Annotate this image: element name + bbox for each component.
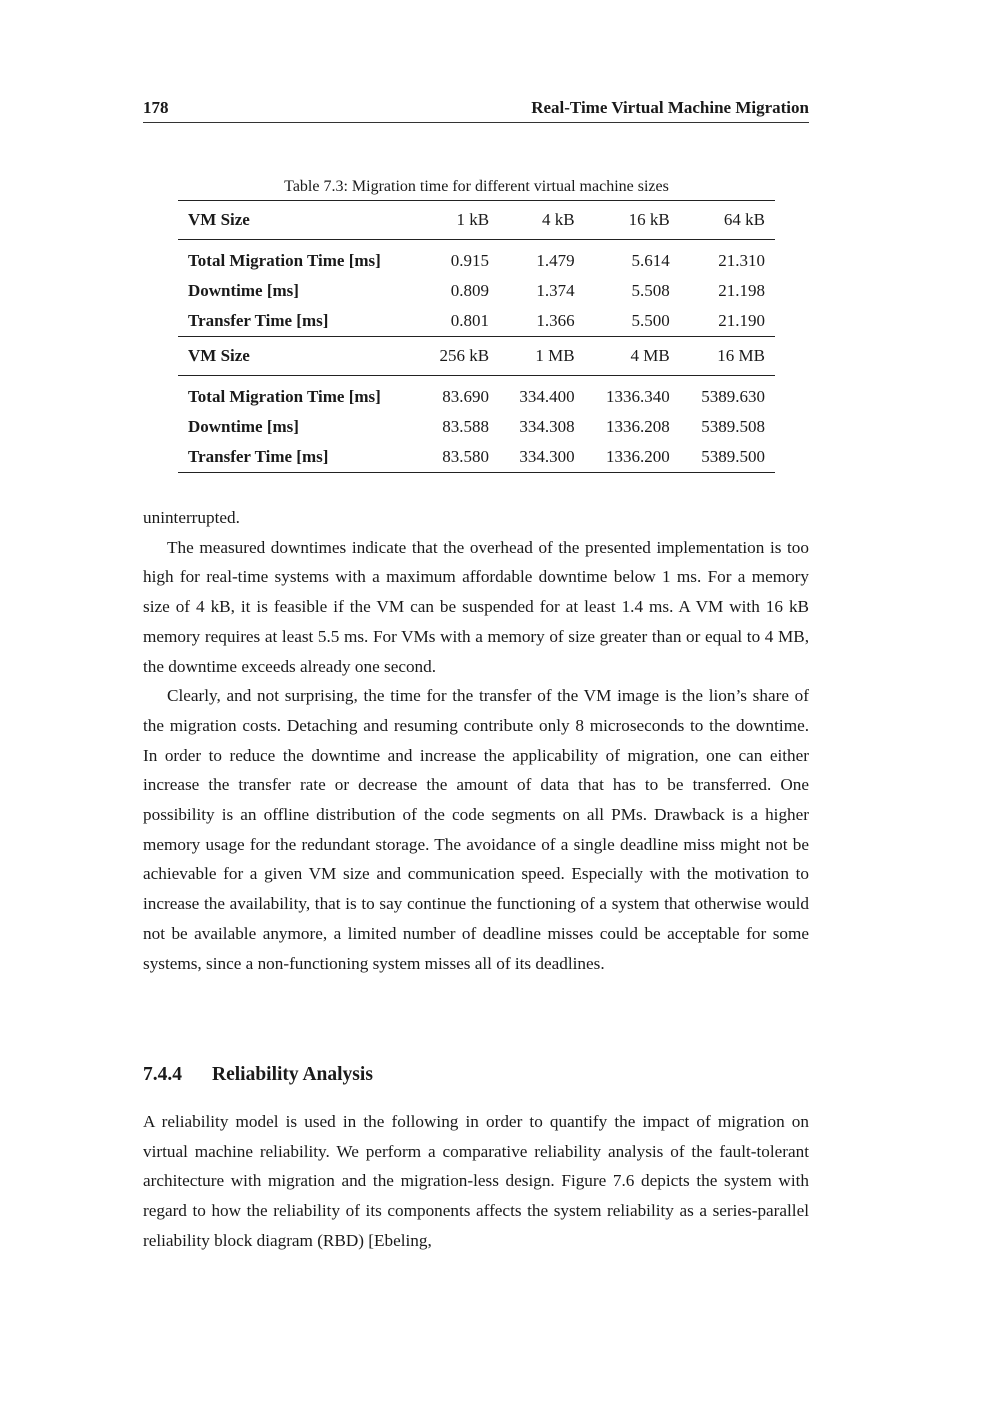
table-cell: 5389.630 [701,387,765,406]
paragraph: The measured downtimes indicate that the overhead of the presented implementation is too high for real-time systems with a maximum affordable downtime below 1 ms. For a memory size of 4 kB, it is feasible if the VM can be suspended for at least 1.4 ms. A VM with 16 kB memory requires at least 5.5 ms. For VMs with a memory of size greater than or equal to 4 MB, the downtime exceeds already one second. [143,537,809,676]
row-label: Total Migration Time [ms] [188,251,381,270]
paragraph: Clearly, and not surprising, the time for the transfer of the VM image is the lion’s share of the migration costs. Detaching and resuming contribute only 8 microseconds to the downtime. In order to reduce the downtime and increase the applicability of migration, one can either increase the transfer rate or decrease the amount of data that has to be transferred. One possibility is an offline distribution of the code segments on all PMs. Drawback is a higher memory usage for the redundant storage. The avoidance of a single deadline miss might not be achievable for a given VM size and communication speed. Especially with the motivation to increase the availability, that is to say continue the functioning of a system that otherwise would not be available anymore, a limited number of deadline misses could be acceptable for some systems, since a non-functioning system misses all of its deadlines. [143,686,809,973]
running-title: Real-Time Virtual Machine Migration [531,98,809,117]
row-label: Downtime [ms] [188,417,299,436]
column-header: 1 kB [420,201,499,240]
row-label: Downtime [ms] [188,281,299,300]
table-cell: 5.500 [631,311,670,330]
table-cell: 21.310 [718,251,765,270]
table-cell: 1.374 [536,281,575,300]
row-label: Transfer Time [ms] [188,311,329,330]
paragraph: A reliability model is used in the following in order to quantify the impact of migration on virtual machine reliability. We perform a comparative reliability analysis of the fault-tolerant architecture with migration and the migration-less design. Figure 7.6 depicts the system with regard to how the reliability of its components affects the system reliability as a series-parallel reliability block diagram (RBD) [Ebeling, [143,1112,809,1250]
table-cell: 334.308 [519,417,575,436]
table-row [178,376,775,413]
row-label: Transfer Time [ms] [178,442,420,473]
table-cell: 334.300 [499,442,585,473]
table-cell: 1.479 [536,251,575,270]
column-header: 4 kB [499,201,585,240]
page-header [143,98,809,123]
table-row [178,276,775,306]
table-row [178,442,775,473]
column-header: 4 MB [585,337,680,376]
table-cell: 5389.500 [680,442,775,473]
table-cell: 21.198 [718,281,765,300]
column-header: 64 kB [680,201,775,240]
table-header-label: VM Size [178,337,420,376]
page-number: 178 [143,98,169,117]
paragraph: uninterrupted. [143,508,240,527]
table-header-label: VM Size [178,201,420,240]
table-header-row [178,337,775,376]
section-heading [143,1064,373,1086]
table-cell: 1336.208 [606,417,670,436]
table-cell: 5.508 [631,281,670,300]
table-header-row [178,201,775,240]
table-cell: 83.690 [442,387,490,406]
column-header: 1 MB [499,337,585,376]
table-cell: 0.801 [450,311,490,330]
table-cell: 0.915 [450,251,490,270]
section-number: 7.4.4 [143,1064,182,1085]
table-cell: 5.614 [631,251,670,270]
migration-time-table [178,200,775,473]
body-text [143,503,809,978]
table-cell: 1336.340 [606,387,670,406]
table-cell: 1336.200 [585,442,680,473]
table-cell: 21.190 [718,311,765,330]
table-caption: Table 7.3: Migration time for different virtual machine sizes [284,178,669,195]
table-cell: 5389.508 [701,417,765,436]
section-body-text [143,1107,809,1256]
table-cell: 1.366 [536,311,575,330]
column-header: 16 MB [680,337,775,376]
table-row [178,412,775,442]
table-cell: 334.400 [519,387,575,406]
table-cell: 83.580 [420,442,499,473]
column-header: 16 kB [585,201,680,240]
column-header: 256 kB [420,337,499,376]
table-cell: 0.809 [450,281,490,300]
section-title: Reliability Analysis [212,1064,373,1085]
table-cell: 83.588 [442,417,490,436]
table-row [178,306,775,337]
row-label: Total Migration Time [ms] [188,387,381,406]
table-row [178,240,775,277]
